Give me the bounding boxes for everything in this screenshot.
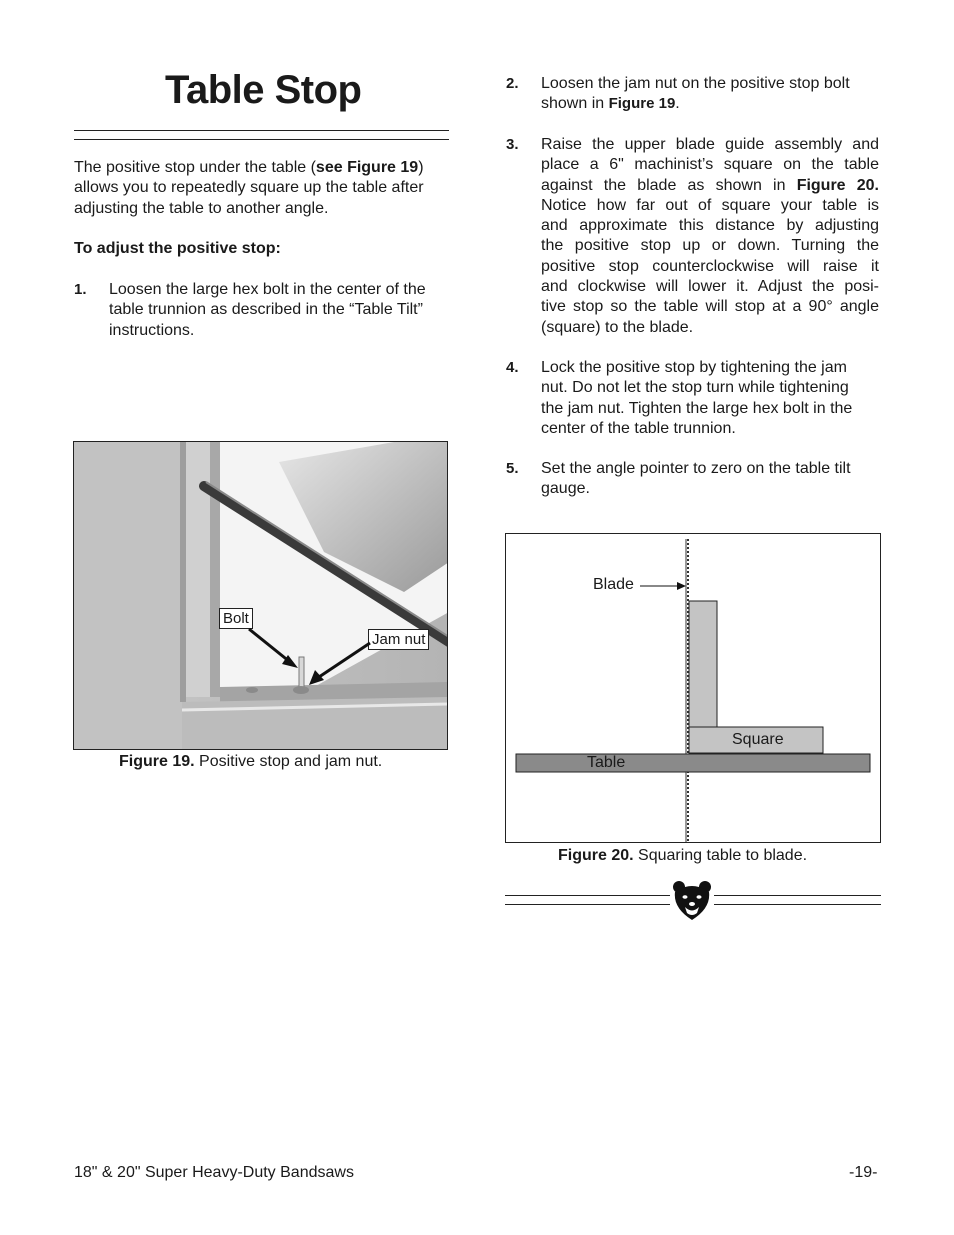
step-5-number: 5. xyxy=(506,460,519,477)
callout-arrows xyxy=(74,442,448,750)
page-number: -19- xyxy=(849,1164,878,1181)
label-square: Square xyxy=(732,731,784,748)
step-3-number: 3. xyxy=(506,136,519,153)
blade-arrow-icon xyxy=(677,582,686,590)
figure-19-caption: Figure 19. Positive stop and jam nut. xyxy=(119,753,383,770)
step-3-text: Raise the upper blade guide assembly and place a 6" machinist’s square on the table against the blade as shown in Figure 20. Notice how far out of square your table is and approximate this distance by adjusting the positive stop up or down. Turning the positive stop counterclockwise will raise it and clockwise will lower it. Adjust the posi- tive stop so the table will stop at a 90° angle (square) to the blade. xyxy=(541,136,880,336)
step-4-text: Lock the positive stop by tightening the jam nut. Do not let the stop turn while tightening the jam nut. Tighten the large hex bolt in the center of the table trunnion. xyxy=(541,359,853,437)
label-blade: Blade xyxy=(593,576,634,593)
figure-20-diagram xyxy=(505,533,881,843)
callout-jam-nut: Jam nut xyxy=(368,629,429,650)
table-bar xyxy=(516,754,870,772)
figure-19-photo xyxy=(73,441,448,750)
title-rule-top xyxy=(74,130,449,131)
step-5-text: Set the angle pointer to zero on the table tilt gauge. xyxy=(541,460,851,498)
divider-left-bottom xyxy=(505,904,670,905)
step-1-text: Loosen the large hex bolt in the center of the table trunnion as described in the “Table Tilt” instructions. xyxy=(109,281,426,339)
footer-title: 18" & 20" Super Heavy-Duty Bandsaws xyxy=(74,1164,354,1181)
intro-paragraph: The positive stop under the table (see Figure 19) allows you to repeatedly square up the table after adjusting the table to another angle. xyxy=(74,159,424,217)
square-vertical-arm xyxy=(689,601,717,727)
divider-right-top xyxy=(714,895,881,896)
step-2-number: 2. xyxy=(506,75,519,92)
divider-left-top xyxy=(505,895,670,896)
figure-20-caption: Figure 20. Squaring table to blade. xyxy=(558,847,808,864)
squaring-diagram xyxy=(506,534,882,844)
subheading: To adjust the positive stop: xyxy=(74,240,281,257)
step-2-text: Loosen the jam nut on the positive stop bolt shown in Figure 19. xyxy=(541,75,850,113)
step-4-number: 4. xyxy=(506,359,519,376)
callout-bolt: Bolt xyxy=(219,608,253,629)
title-rule-bottom xyxy=(74,139,449,140)
step-1-number: 1. xyxy=(74,281,87,298)
page-title: Table Stop xyxy=(165,68,362,112)
bear-logo-icon xyxy=(671,880,713,922)
divider-right-bottom xyxy=(714,904,881,905)
label-table: Table xyxy=(587,754,626,771)
